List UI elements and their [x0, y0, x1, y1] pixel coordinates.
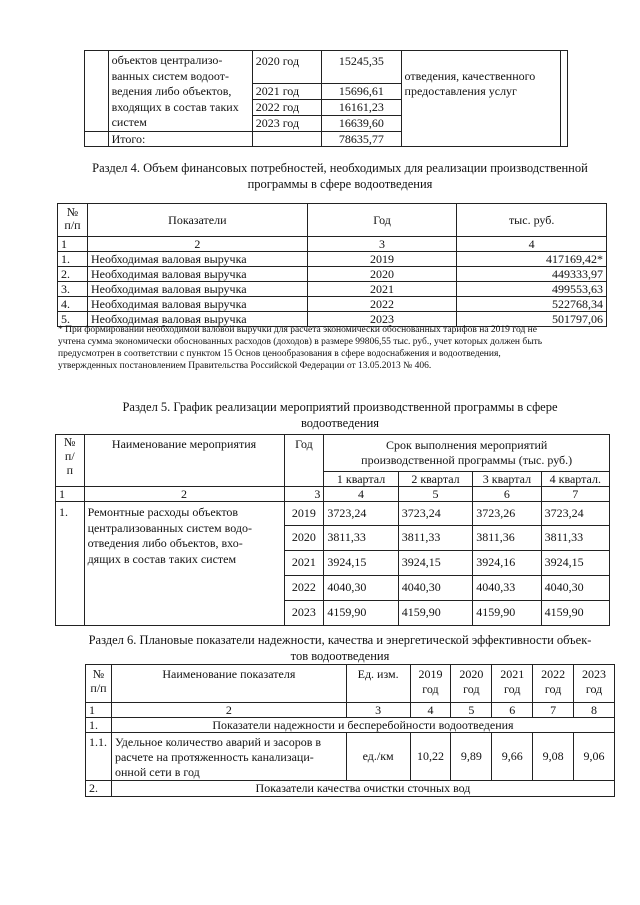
top-last-cell: [560, 51, 567, 147]
s5-q2: 3723,24: [398, 502, 472, 526]
top-continuation-table: [84, 50, 568, 147]
section6-title-line: тов водоотведения: [290, 649, 390, 663]
s6-row11-value: 9,06: [574, 733, 615, 781]
section4-footnote: [58, 324, 633, 372]
s4-num: 5.: [58, 312, 88, 327]
s6-header-year: [574, 665, 615, 703]
footnote-line: предусмотрен в соответствии с пунктом 15 Основ ценообразования в сфере водоснабжения и водоотведения,: [58, 349, 501, 359]
s6-colnum: 5: [451, 703, 492, 718]
top-year-cell: 2020 год: [252, 51, 322, 84]
s4-num: 3.: [58, 282, 88, 297]
section6-title: [40, 632, 640, 664]
footnote-line: утвержденных постановлением Правительства Российской Федерации от 13.05.2013 № 406.: [58, 361, 432, 371]
top-value-cell: 15696,61: [322, 84, 401, 100]
s4-colnum: 3: [307, 237, 457, 252]
s5-q3: 4040,33: [473, 576, 541, 601]
s5-q4: 3811,33: [541, 526, 609, 551]
top-value-cell: 16639,60: [322, 115, 401, 131]
s4-amount: 417169,42*: [457, 252, 607, 267]
s5-colnum: 2: [84, 487, 284, 502]
s4-header-num-line: п/п: [64, 218, 81, 232]
s6-year-line: 2023: [582, 667, 607, 681]
s5-q1: 3924,15: [324, 551, 398, 576]
s4-num: 1.: [58, 252, 88, 267]
s6-row11-value: 9,89: [451, 733, 492, 781]
s5-q4: 3924,15: [541, 551, 609, 576]
s5-q1: 4159,90: [324, 601, 398, 626]
s4-header-num: [58, 204, 88, 237]
section6-table: [85, 664, 615, 797]
s5-q4: 4040,30: [541, 576, 609, 601]
s5-header-quarter: 1 квартал: [324, 472, 398, 487]
s5-colnum: 5: [398, 487, 472, 502]
s4-num: 2.: [58, 267, 88, 282]
s5-colnum: 7: [541, 487, 609, 502]
s6-year-word: год: [422, 682, 439, 696]
top-total-value: 78635,77: [322, 131, 401, 146]
s6-colnum: 2: [111, 703, 346, 718]
top-num-cell: [85, 131, 109, 146]
s6-header-year: [533, 665, 574, 703]
top-effect-cell: [401, 51, 560, 147]
s5-colnum: 1: [56, 487, 85, 502]
s5-header-period-line: производственной программы (тыс. руб.): [361, 453, 573, 467]
s4-header-year: Год: [307, 204, 457, 237]
s5-q4: 3723,24: [541, 502, 609, 526]
s6-colnum: 8: [574, 703, 615, 718]
s5-q2: 4040,30: [398, 576, 472, 601]
s5-header-year: Год: [284, 435, 324, 487]
s6-year-line: 2019: [418, 667, 443, 681]
s5-year: 2023: [284, 601, 324, 626]
s6-year-line: 2022: [541, 667, 566, 681]
s4-indicator: Необходимая валовая выручка: [87, 282, 307, 297]
s4-num: 4.: [58, 297, 88, 312]
s5-q3: 3811,36: [473, 526, 541, 551]
top-effect-line: отведения, качественного: [404, 69, 536, 83]
s6-row11-name-line: онной сети в год: [114, 765, 200, 779]
s4-row: [58, 297, 607, 312]
s5-colnum: 4: [324, 487, 398, 502]
s6-colnum: 4: [410, 703, 451, 718]
s6-group1-num: 1.: [86, 718, 112, 733]
s5-item-name-line: дящих в состав таких систем: [87, 551, 237, 566]
footnote-line: учтена сумма экономически обоснованных расходов (доходов) в размере 99806,55 тыс. руб., учет которых должен быть: [58, 337, 543, 347]
s4-year: 2019: [307, 252, 457, 267]
s5-q2: 4159,90: [398, 601, 472, 626]
s6-group2-label: Показатели качества очистки сточных вод: [111, 781, 614, 797]
s5-q4: 4159,90: [541, 601, 609, 626]
s4-amount: 501797,06: [457, 312, 607, 327]
s4-year: 2022: [307, 297, 457, 312]
s6-header-num-line: п/п: [90, 681, 107, 695]
s5-year: 2021: [284, 551, 324, 576]
top-value-cell: 15245,35: [322, 51, 401, 84]
s6-row11-num: 1.1.: [86, 733, 112, 781]
s5-header-period-line: Срок выполнения мероприятий: [386, 438, 548, 452]
top-value-cell: 16161,23: [322, 100, 401, 116]
top-num-cell: [85, 51, 109, 132]
footnote-line: * При формировании необходимой валовой выручки для расчета экономически обоснованных тарифов на 2019 год не: [58, 325, 537, 335]
s4-header-indicator: Показатели: [87, 204, 307, 237]
top-name-line: ванных систем водоот-: [111, 68, 229, 83]
s4-indicator: Необходимая валовая выручка: [87, 252, 307, 267]
s6-row11-name-line: Удельное количество аварий и засоров в: [114, 735, 322, 749]
s6-row11-name-line: расчете на протяженность канализаци-: [114, 750, 314, 764]
s4-amount: 499553,63: [457, 282, 607, 297]
s6-year-word: год: [504, 682, 521, 696]
s5-header-num-line: №: [64, 435, 76, 449]
s6-colnum: 6: [492, 703, 533, 718]
s5-q3: 4159,90: [473, 601, 541, 626]
s4-year: 2020: [307, 267, 457, 282]
s6-header-year: [492, 665, 533, 703]
s4-year: 2021: [307, 282, 457, 297]
s4-amount: 522768,34: [457, 297, 607, 312]
s6-header-name: Наименование показателя: [111, 665, 346, 703]
section4-title-line: Раздел 4. Объем финансовых потребностей, необходимых для реализации производственной: [92, 161, 588, 175]
section5-title-line: водоотведения: [300, 416, 380, 430]
s4-indicator: Необходимая валовая выручка: [87, 297, 307, 312]
s5-year: 2022: [284, 576, 324, 601]
s5-item-name-line: Ремонтные расходы объектов: [87, 505, 239, 519]
s4-row: [58, 267, 607, 282]
s5-q1: 3811,33: [324, 526, 398, 551]
s5-header-name: Наименование мероприятия: [84, 435, 284, 487]
s5-year: 2020: [284, 526, 324, 551]
section6-title-line: Раздел 6. Плановые показатели надежности, качества и энергетической эффективности объек-: [88, 633, 592, 647]
top-name-line: систем: [111, 115, 147, 129]
s4-colnum: 4: [457, 237, 607, 252]
section4-title-line: программы в сфере водоотведения: [247, 177, 433, 191]
s4-row: [58, 282, 607, 297]
top-effect-line: предоставления услуг: [404, 84, 517, 98]
top-total-empty: [252, 131, 322, 146]
s6-group2-num: 2.: [86, 781, 112, 797]
top-name-cell: [108, 51, 252, 132]
top-total-label: Итого:: [108, 131, 252, 146]
s6-header-num: [86, 665, 112, 703]
s4-indicator: Необходимая валовая выручка: [87, 312, 307, 327]
s5-q2: 3924,15: [398, 551, 472, 576]
s6-header-year: [451, 665, 492, 703]
s5-header-quarter: 2 квартал: [398, 472, 472, 487]
top-year-cell: 2022 год: [252, 100, 322, 116]
s5-year: 2019: [284, 502, 324, 526]
s5-item-name-line: централизованных систем водо-: [87, 520, 252, 535]
s6-row11-value: 9,66: [492, 733, 533, 781]
s6-header-year: [410, 665, 451, 703]
s5-colnum: 3: [284, 487, 324, 502]
s5-header-quarter: 4 квартал.: [541, 472, 609, 487]
s4-header-num-line: №: [66, 205, 79, 219]
s5-header-num: [56, 435, 85, 487]
s5-q3: 3723,26: [473, 502, 541, 526]
top-name-line: ведения либо объектов,: [111, 84, 232, 98]
s4-amount: 449333,97: [457, 267, 607, 282]
s6-year-line: 2020: [459, 667, 484, 681]
s6-year-line: 2021: [500, 667, 525, 681]
s6-row11-value: 10,22: [410, 733, 451, 781]
s6-year-word: год: [585, 682, 603, 696]
s5-q1: 3723,24: [324, 502, 398, 526]
s6-row11-unit: ед./км: [346, 733, 410, 781]
s6-colnum: 7: [533, 703, 574, 718]
s6-row11-value: 9,08: [533, 733, 574, 781]
s4-row: [58, 252, 607, 267]
s5-item-num: 1.: [56, 502, 85, 626]
s4-year: 2023: [307, 312, 457, 327]
section5-title: [40, 399, 640, 431]
s5-header-period: [324, 435, 610, 472]
s5-q3: 3924,16: [473, 551, 541, 576]
s4-colnum: 1: [58, 237, 88, 252]
s5-colnum: 6: [473, 487, 541, 502]
s6-year-word: год: [463, 682, 480, 696]
s4-indicator: Необходимая валовая выручка: [87, 267, 307, 282]
s6-group1-label: Показатели надежности и бесперебойности водоотведения: [111, 718, 614, 733]
section4-table: [57, 203, 607, 327]
s5-item-name-line: отведения либо объектов, вхо-: [87, 536, 243, 550]
s4-header-amount: тыс. руб.: [457, 204, 607, 237]
s6-header-unit: Ед. изм.: [346, 665, 410, 703]
s6-header-num-line: №: [92, 667, 105, 681]
s6-colnum: 3: [346, 703, 410, 718]
section5-title-line: Раздел 5. График реализации мероприятий производственной программы в сфере: [122, 400, 558, 414]
s5-item-name: [84, 502, 284, 626]
s6-row11-name: [111, 733, 346, 781]
top-name-line: объектов централизо-: [111, 53, 223, 67]
top-name-line: входящих в состав таких: [111, 99, 239, 114]
s5-header-num-line: п/: [64, 449, 75, 463]
section5-table: [55, 434, 610, 626]
s5-header-quarter: 3 квартал: [473, 472, 541, 487]
top-year-cell: 2021 год: [252, 84, 322, 100]
s5-header-num-line: п: [66, 463, 73, 477]
section4-title: [40, 160, 640, 192]
s5-q1: 4040,30: [324, 576, 398, 601]
s5-q2: 3811,33: [398, 526, 472, 551]
top-year-cell: 2023 год: [252, 115, 322, 131]
s6-year-word: год: [544, 682, 562, 696]
s6-colnum: 1: [86, 703, 112, 718]
s4-colnum: 2: [87, 237, 307, 252]
